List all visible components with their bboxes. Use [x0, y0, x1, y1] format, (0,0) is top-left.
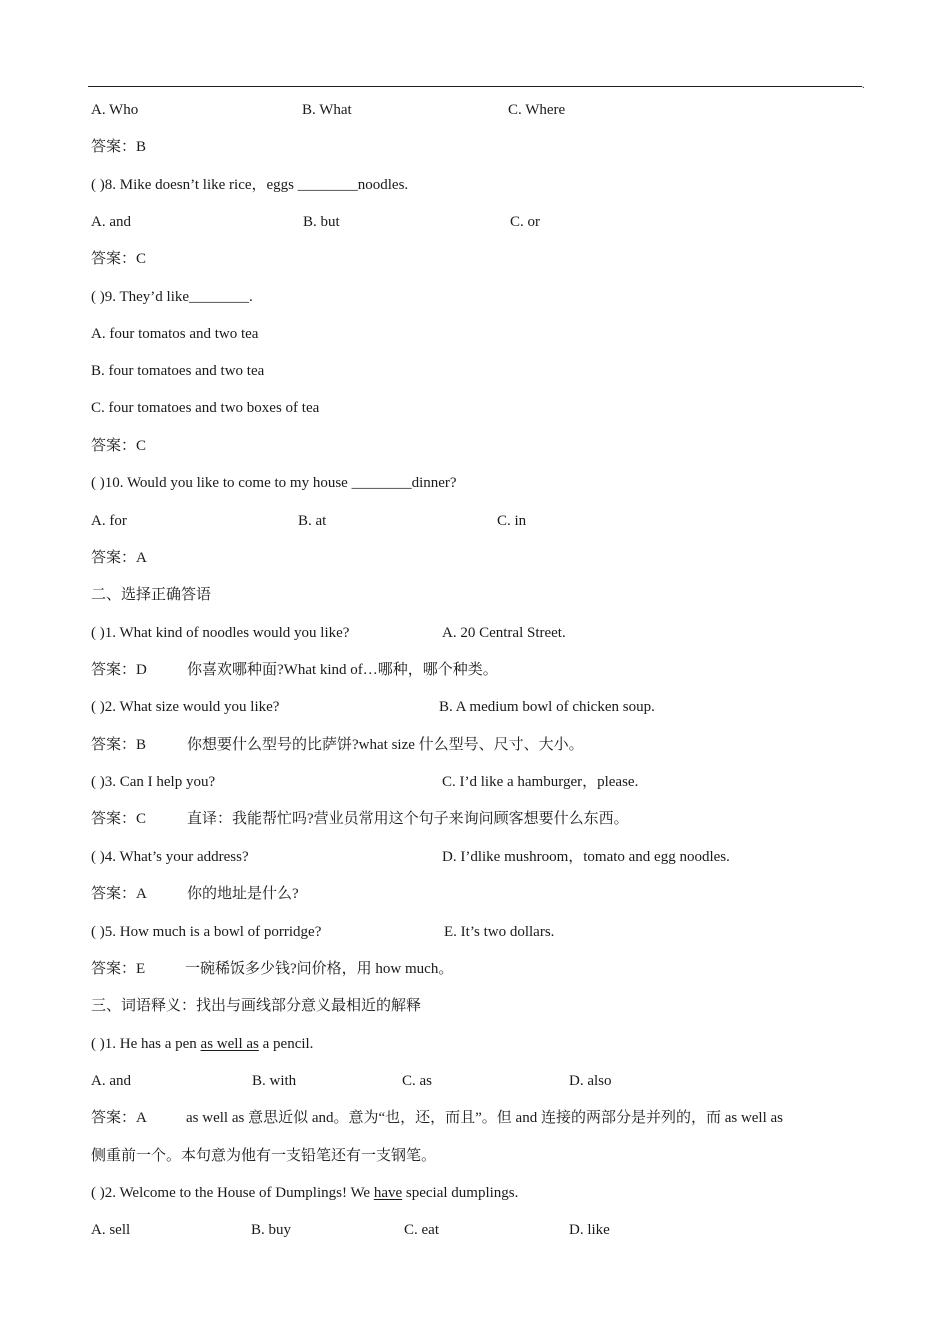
q8-stem: ( )8. Mike doesn’t like rice，eggs ________noodles. [91, 177, 409, 193]
s3-q1-underlined: as well as [200, 1036, 259, 1052]
s3-q1-post: a pencil. [258, 1036, 314, 1052]
q7-answer: 答案：B [91, 139, 147, 155]
s3-q2-pre: ( )2. Welcome to the House of Dumplings! We [91, 1185, 374, 1201]
q9-answer: 答案：C [91, 438, 147, 454]
s2-option-a: A. 20 Central Street. [442, 625, 566, 641]
section2-title: 二、选择正确答语 [91, 587, 212, 603]
s2-q5: ( )5. How much is a bowl of porridge? [91, 924, 322, 940]
q9-stem: ( )9. They’d like________. [91, 289, 253, 305]
s2-option-c: C. I’d like a hamburger，please. [442, 774, 639, 790]
s2-q2-answer: 答案：B [91, 737, 147, 753]
s2-q1-answer: 答案：D [91, 662, 147, 678]
s2-option-b: B. A medium bowl of chicken soup. [439, 699, 655, 715]
s2-q3: ( )3. Can I help you? [91, 774, 216, 790]
q10-option-b: B. at [298, 513, 327, 529]
s2-q3-note: 直译：我能帮忙吗?营业员常用这个句子来询问顾客想要什么东西。 [187, 811, 629, 827]
q10-option-c: C. in [497, 513, 527, 529]
s3-q1-option-c: C. as [402, 1073, 432, 1089]
s3-q1-option-a: A. and [91, 1073, 131, 1089]
s2-q2: ( )2. What size would you like? [91, 699, 280, 715]
q10-answer: 答案：A [91, 550, 147, 566]
header-dot: . [862, 80, 865, 91]
s2-q5-note: 一碗稀饭多少钱?问价格，用 how much。 [185, 961, 454, 977]
s3-q2-option-b: B. buy [251, 1222, 292, 1238]
s2-q4: ( )4. What’s your address? [91, 849, 249, 865]
q10-option-a: A. for [91, 513, 127, 529]
s2-q3-answer: 答案：C [91, 811, 147, 827]
q8-option-a: A. and [91, 214, 131, 230]
s3-q2-option-c: C. eat [404, 1222, 439, 1238]
s2-option-d: D. I’dlike mushroom，tomato and egg noodles. [442, 849, 730, 865]
s3-q1-option-d: D. also [569, 1073, 612, 1089]
q7-option-b: B. What [302, 102, 352, 118]
s2-q4-answer: 答案：A [91, 886, 147, 902]
s3-q2-option-d: D. like [569, 1222, 610, 1238]
s3-q1-pre: ( )1. He has a pen [91, 1036, 201, 1052]
s3-q2-stem [91, 1183, 518, 1203]
q8-option-b: B. but [303, 214, 340, 230]
s3-q1-stem [91, 1034, 313, 1054]
s3-q2-post: special dumplings. [402, 1185, 519, 1201]
s3-q1-option-b: B. with [252, 1073, 297, 1089]
s2-q1-note: 你喜欢哪种面?What kind of…哪种，哪个种类。 [187, 662, 498, 678]
q7-option-a: A. Who [91, 102, 139, 118]
header-rule [88, 86, 862, 87]
s2-q4-note: 你的地址是什么? [187, 886, 299, 902]
q9-option-c: C. four tomatoes and two boxes of tea [91, 400, 320, 416]
q9-option-a: A. four tomatos and two tea [91, 326, 259, 342]
s3-q1-answer: 答案：A [91, 1110, 147, 1126]
q8-option-c: C. or [510, 214, 540, 230]
section3-title: 三、词语释义：找出与画线部分意义最相近的解释 [91, 998, 422, 1014]
q8-answer: 答案：C [91, 251, 147, 267]
s3-q2-underlined: have [373, 1185, 403, 1201]
s2-option-e: E. It’s two dollars. [444, 924, 555, 940]
s2-q1: ( )1. What kind of noodles would you like? [91, 625, 350, 641]
s2-q5-answer: 答案：E [91, 961, 146, 977]
s3-q2-option-a: A. sell [91, 1222, 131, 1238]
s2-q2-note: 你想要什么型号的比萨饼?what size 什么型号、尺寸、大小。 [187, 737, 584, 753]
s3-q1-note-2: 侧重前一个。本句意为他有一支铅笔还有一支钢笔。 [91, 1148, 437, 1164]
q9-option-b: B. four tomatoes and two tea [91, 363, 265, 379]
s3-q1-note-1: as well as 意思近似 and。意为“也，还，而且”。但 and 连接的两部分是并列的，而 as well as [186, 1110, 784, 1126]
q7-option-c: C. Where [508, 102, 566, 118]
q10-stem: ( )10. Would you like to come to my house ________dinner? [91, 475, 457, 491]
